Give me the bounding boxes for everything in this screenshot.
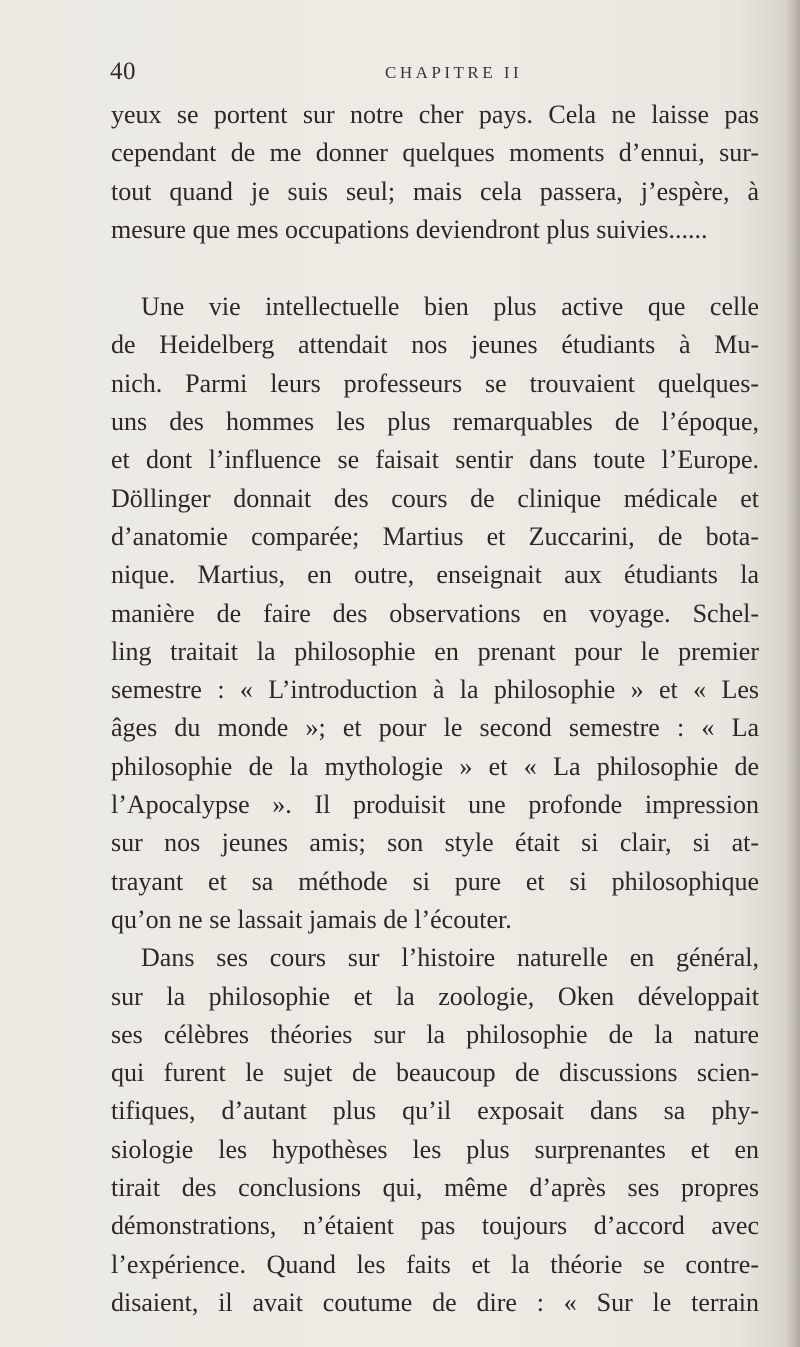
page-number: 40 bbox=[110, 58, 136, 85]
text-line: ling traitait la philosophie en prenant pour le premier bbox=[111, 636, 759, 666]
text-line: tirait des conclusions qui, même d’après ses propres bbox=[111, 1173, 759, 1203]
text-line: nique. Martius, en outre, enseignait aux étudiants la bbox=[111, 560, 759, 590]
page-edge-shadow bbox=[786, 0, 800, 1347]
paragraph-1 bbox=[111, 96, 759, 249]
chapter-title: CHAPITRE II bbox=[385, 63, 523, 82]
text-line: yeux se portent sur notre cher pays. Cela ne laisse pas bbox=[111, 100, 759, 129]
text-line: tout quand je suis seul; mais cela passera, j’espère, à bbox=[111, 176, 759, 206]
text-line: Döllinger donnait des cours de clinique médicale et bbox=[111, 483, 759, 513]
text-line: Une vie intellectuelle bien plus active que celle bbox=[141, 292, 759, 322]
text-line: philosophie de la mythologie » et « La philosophie de bbox=[111, 751, 759, 781]
text-line: semestre : « L’introduction à la philosophie » et « Les bbox=[111, 675, 759, 705]
body-text bbox=[111, 96, 759, 1322]
running-head bbox=[0, 58, 800, 90]
text-line: démonstrations, n’étaient pas toujours d’accord avec bbox=[111, 1211, 759, 1241]
paragraph-3 bbox=[111, 939, 759, 1322]
text-line: siologie les hypothèses les plus surprenantes et en bbox=[111, 1134, 759, 1164]
text-line: uns des hommes les plus remarquables de l’époque, bbox=[111, 407, 759, 437]
text-line: sur nos jeunes amis; son style était si clair, si at- bbox=[111, 828, 759, 858]
text-line: trayant et sa méthode si pure et si philosophique bbox=[111, 866, 759, 896]
text-line: de Heidelberg attendait nos jeunes étudiants à Mu- bbox=[111, 330, 759, 360]
text-line: sur la philosophie et la zoologie, Oken développait bbox=[111, 981, 759, 1011]
paragraph-2 bbox=[111, 288, 759, 939]
text-line: ses célèbres théories sur la philosophie de la nature bbox=[111, 1019, 759, 1049]
text-line: l’Apocalypse ». Il produisit une profonde impression bbox=[111, 790, 759, 820]
text-line: mesure que mes occupations deviendront plus suivies...... bbox=[111, 214, 708, 244]
text-line: Dans ses cours sur l’histoire naturelle en général, bbox=[141, 943, 759, 973]
text-line: et dont l’influence se faisait sentir dans toute l’Europe. bbox=[111, 445, 759, 475]
text-line: d’anatomie comparée; Martius et Zuccarini, de bota- bbox=[111, 521, 759, 551]
text-line: l’expérience. Quand les faits et la théorie se contre- bbox=[111, 1249, 759, 1279]
text-line: nich. Parmi leurs professeurs se trouvaient quelques- bbox=[111, 368, 759, 398]
text-line: qui furent le sujet de beaucoup de discussions scien- bbox=[111, 1058, 759, 1088]
text-line: tifiques, d’autant plus qu’il exposait dans sa phy- bbox=[111, 1096, 759, 1126]
text-line: cependant de me donner quelques moments d’ennui, sur- bbox=[111, 138, 759, 168]
text-line: manière de faire des observations en voyage. Schel- bbox=[111, 598, 759, 628]
text-line: qu’on ne se lassait jamais de l’écouter. bbox=[111, 904, 512, 934]
text-line: disaient, il avait coutume de dire : « Sur le terrain bbox=[111, 1287, 759, 1317]
text-line: âges du monde »; et pour le second semestre : « La bbox=[111, 713, 759, 743]
